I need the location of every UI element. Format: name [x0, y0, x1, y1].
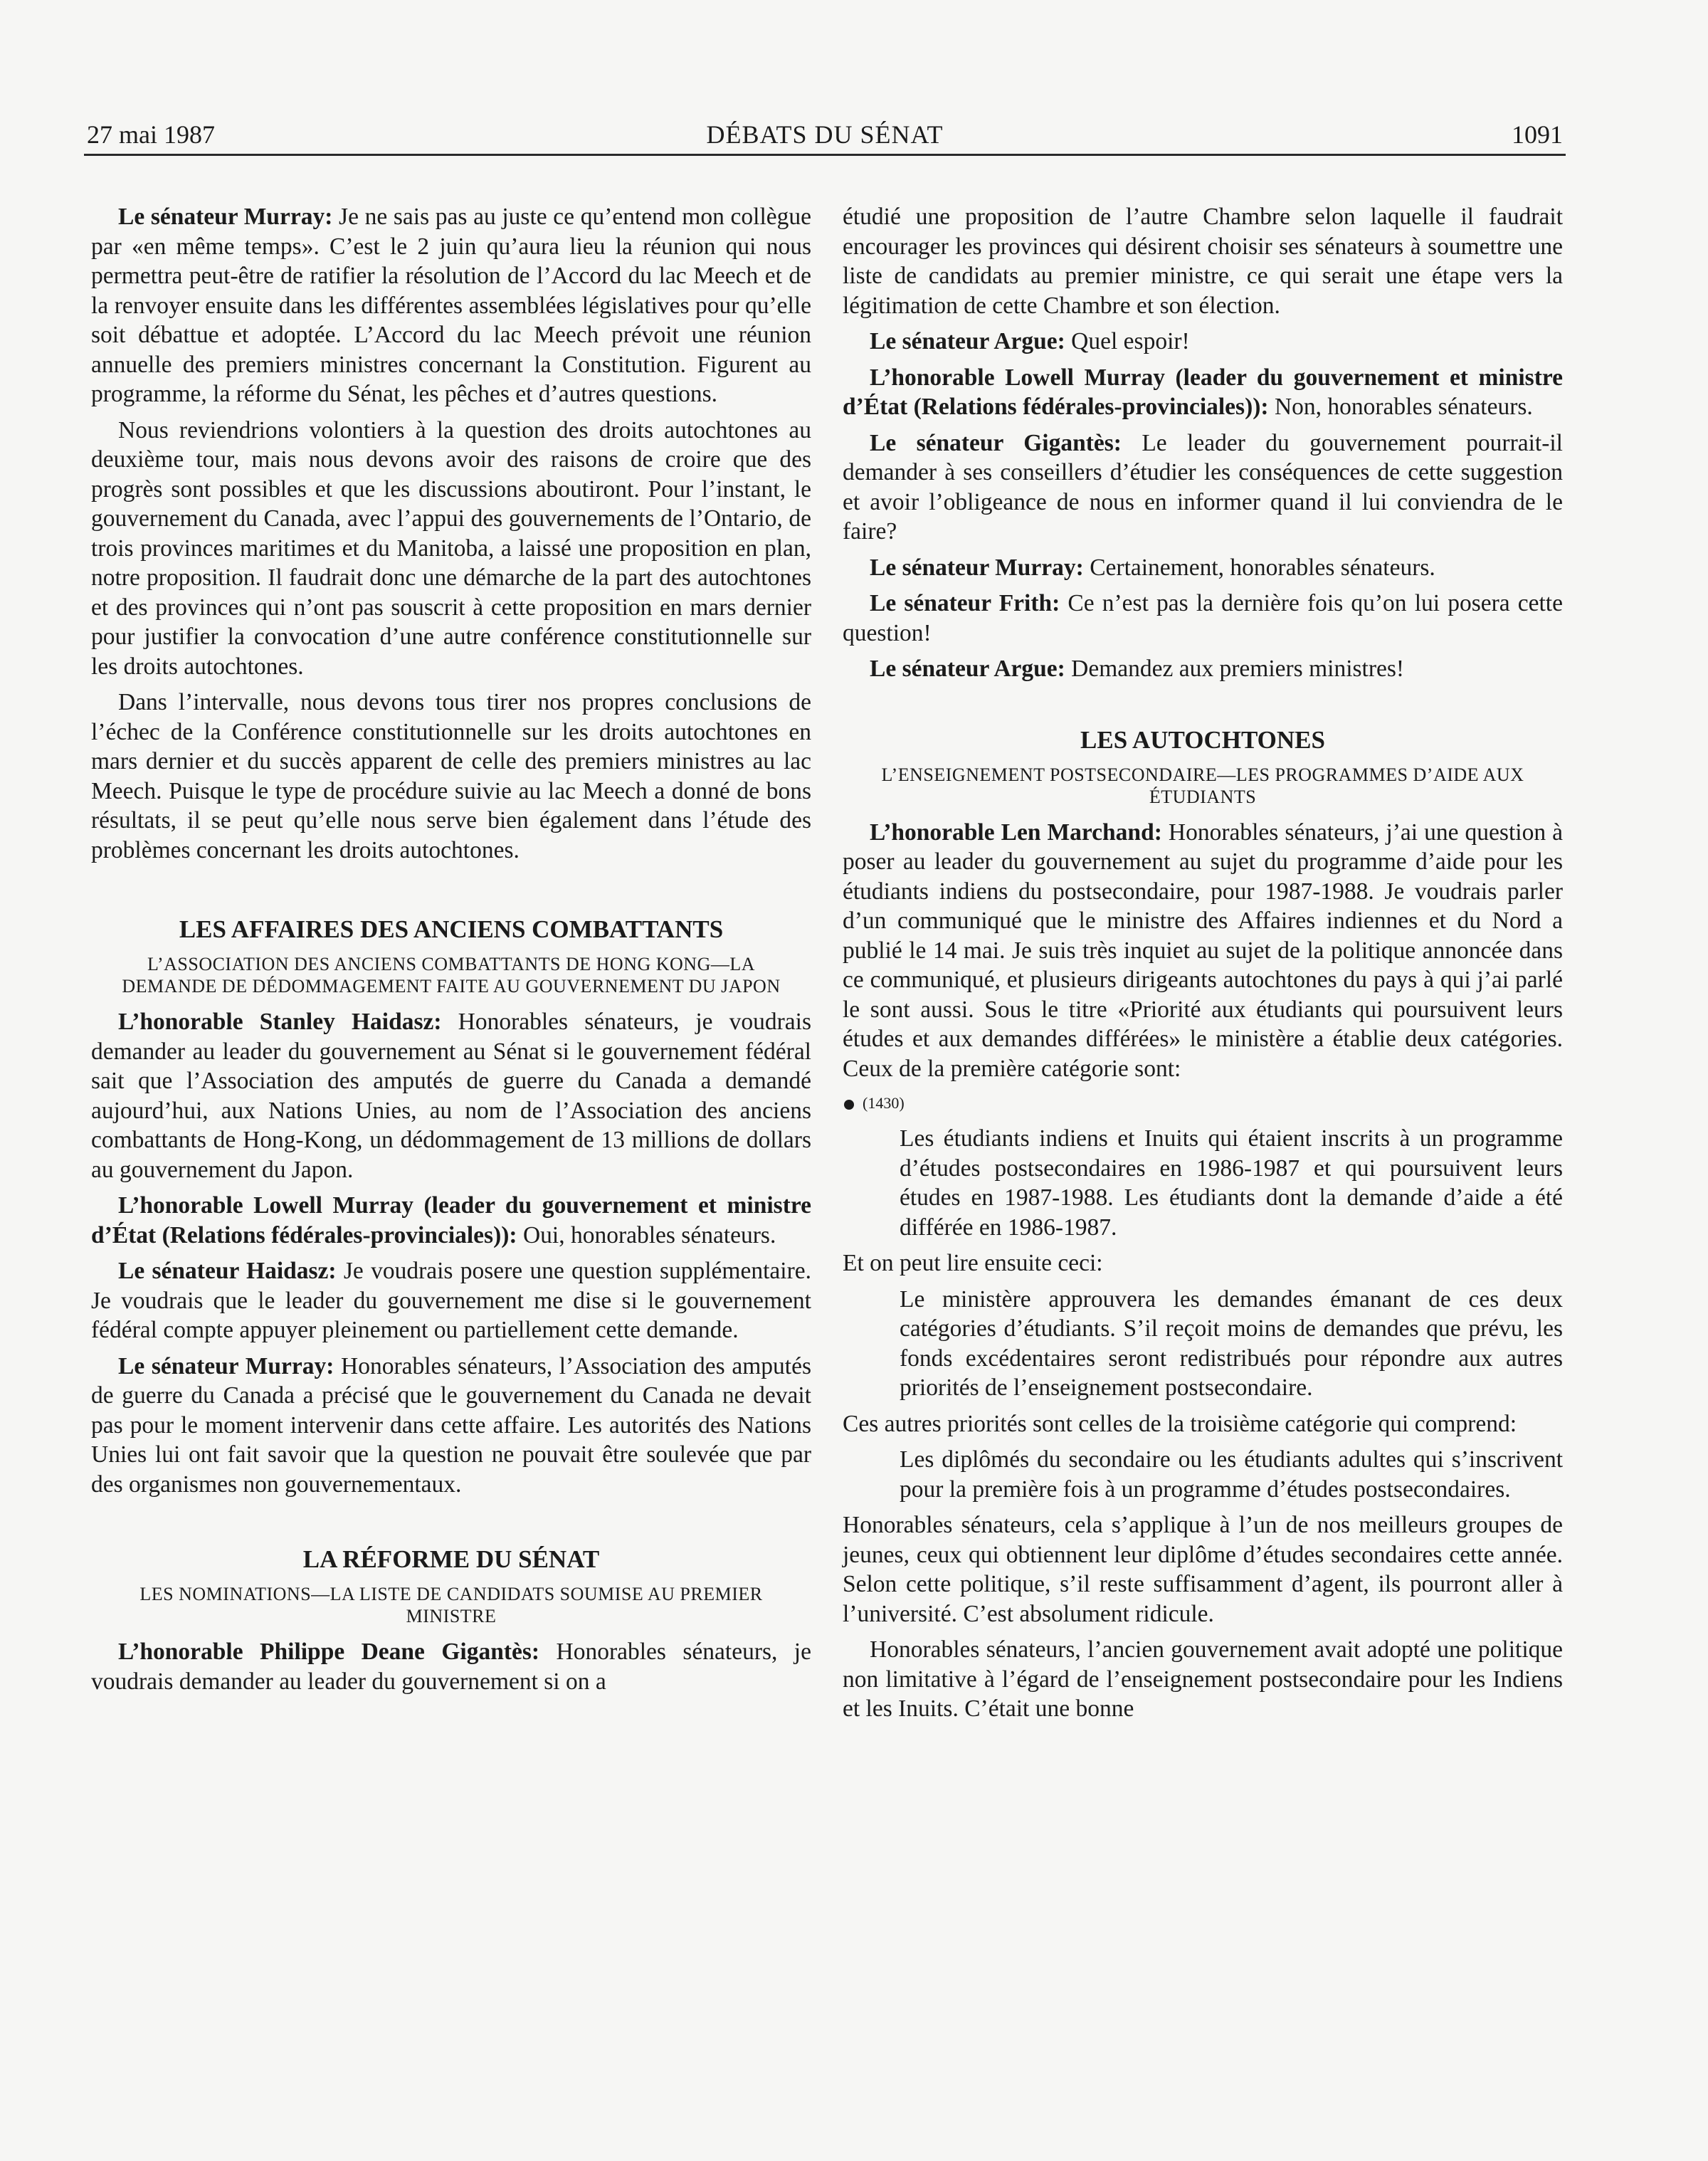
- speaker-name: Le sénateur Argue:: [870, 656, 1065, 682]
- section-title: LES AFFAIRES DES ANCIENS COMBATTANTS: [179, 915, 724, 943]
- paragraph: Ces autres priorités sont celles de la troisième catégorie qui comprend:: [843, 1410, 1517, 1437]
- paragraph: Honorables sénateurs, cela s’applique à l’un de nos meilleurs groupes de jeunes, ceux qui obtiennent leur diplôme d’études secondaires cette année. Selon cette politique, s’il reste suffisamment d’agent, ils pourront aller à l’université. C’est absolument ridicule.: [843, 1512, 1563, 1627]
- paragraph: Nous reviendrions volontiers à la question des droits autochtones au deuxième tour, mais nous devons avoir des raisons de croire que des progrès sont possibles et que les discussions aboutiront. Pour l’instant, le gouvernement du Canada, avec l’appui des gouvernements de l’Ontario, de trois provinces maritimes et du Manitoba, a laissé une proposition en plan, notre proposition. Il faudrait donc une démarche de la part des autochtones et des provinces qui n’ont pas souscrit à cette proposition en mars dernier pour justifier la convocation d’une autre conférence constitutionnelle sur les droits autochtones.: [91, 416, 811, 680]
- paragraph: [843, 589, 1563, 648]
- speaker-name: Le sénateur Murray:: [118, 1352, 334, 1379]
- section-subheading: L’ENSEIGNEMENT POSTSECONDAIRE—LES PROGRAMMES D’AIDE AUX ÉTUDIANTS: [881, 764, 1524, 807]
- paragraph: Honorables sénateurs, l’ancien gouvernement avait adopté une politique non limitative à l’égard de l’enseignement postsecondaire pour les Indiens et les Inuits. C’était une bonne: [843, 1636, 1563, 1722]
- time-marker-label: (1430): [863, 1094, 905, 1112]
- speech-text: Honorables sénateurs, l’Association des amputés de guerre du Canada a précisé que le gouvernement du Canada ne devait pas pour le moment intervenir dans cette affaire. Les autorités des Nations Unies lui ont fait savoir que la question ne pouvait être soulevée que par des organismes non gouvernementaux.: [91, 1352, 811, 1498]
- paragraph: [91, 1256, 811, 1345]
- header-title: DÉBATS DU SÉNAT: [706, 120, 944, 149]
- speaker-name: Le sénateur Frith:: [870, 590, 1060, 616]
- paragraph: étudié une proposition de l’autre Chambre selon laquelle il faudrait encourager les provinces qui désirent choisir ses sénateurs à soumettre une liste de candidats au premier ministre, ce qui serait une étape vers la légitimation de cette Chambre et son élection.: [843, 204, 1563, 319]
- speech-text: Certainement, honorables sénateurs.: [1083, 554, 1435, 581]
- paragraph: [91, 202, 811, 409]
- section-subheading: LES NOMINATIONS—LA LISTE DE CANDIDATS SOUMISE AU PREMIER MINISTRE: [139, 1584, 763, 1626]
- section-subheading: L’ASSOCIATION DES ANCIENS COMBATTANTS DE HONG KONG—LA DEMANDE DE DÉDOMMAGEMENT FAITE AU GOUVERNEMENT DU JAPON: [122, 954, 781, 997]
- speaker-name: Le sénateur Argue:: [870, 328, 1065, 354]
- speech-text: Honorables sénateurs, je voudrais demander au leader du gouvernement si on a: [91, 1639, 811, 1695]
- paragraph: [91, 1191, 811, 1250]
- section-title: LA RÉFORME DU SÉNAT: [302, 1545, 600, 1573]
- paragraph: [843, 363, 1563, 422]
- speaker-name: Le sénateur Murray:: [118, 204, 333, 230]
- speech-text: Honorables sénateurs, je voudrais demander au leader du gouvernement au Sénat si le gouvernement fédéral sait que l’Association des amputés de guerre du Canada a demandé aujourd’hui, aux Nations Unies, au nom de l’Association des anciens combattants de Hong-Kong, un dédommagement de 13 millions de dollars au gouvernement du Japon.: [91, 1009, 811, 1183]
- speaker-name: Le sénateur Murray:: [870, 554, 1084, 581]
- speech-text: Demandez aux premiers ministres!: [1065, 656, 1405, 682]
- speech-text: Ce n’est pas la dernière fois qu’on lui posera cette question!: [843, 590, 1563, 646]
- paragraph: Dans l’intervalle, nous devons tous tirer nos propres conclusions de l’échec de la Conférence constitutionnelle sur les droits autochtones en mars dernier et du succès apparent de celle des premiers ministres au lac Meech. Puisque le type de procédure suivie au lac Meech a donné de bons résultats, il se peut qu’elle nous serve bien également dans l’étude des problèmes concernant les droits autochtones.: [91, 689, 811, 863]
- speaker-name: L’honorable Stanley Haidasz:: [118, 1009, 442, 1035]
- paragraph: [843, 327, 1563, 357]
- right-column: [843, 202, 1563, 1730]
- paragraph: [843, 553, 1563, 583]
- speech-text: Je voudrais posere une question supplémentaire. Je voudrais que le leader du gouvernement me dise si le gouvernement fédéral compte appuyer pleinement ou partiellement cette demande.: [91, 1258, 811, 1343]
- speaker-name: L’honorable Lowell Murray (leader du gouvernement et ministre d’État (Relations fédérales-provinciales)):: [843, 364, 1563, 420]
- speech-text: Quel espoir!: [1065, 328, 1190, 354]
- time-marker: [844, 1090, 1563, 1117]
- paragraph: [843, 428, 1563, 547]
- paragraph: [91, 1637, 811, 1696]
- paragraph: [843, 818, 1563, 1084]
- paragraph: [843, 654, 1563, 684]
- paragraph: [91, 1352, 811, 1500]
- speech-text: Le leader du gouvernement pourrait-il demander à ses conseillers d’étudier les conséquences de cette suggestion et avoir l’obligeance de nous en informer quand il lui conviendra de le faire?: [843, 429, 1563, 545]
- speech-text: Oui, honorables sénateurs.: [517, 1221, 776, 1248]
- section-title: LES AUTOCHTONES: [1080, 725, 1325, 754]
- block-quote: Les diplômés du secondaire ou les étudiants adultes qui s’inscrivent pour la première fois à un programme d’études postsecondaires.: [900, 1446, 1563, 1503]
- bullet-icon: [844, 1100, 854, 1110]
- speaker-name: L’honorable Philippe Deane Gigantès:: [118, 1639, 540, 1665]
- speech-text: Honorables sénateurs, j’ai une question à poser au leader du gouvernement au sujet du programme d’aide pour les étudiants indiens du postsecondaire, pour 1987-1988. Je voudrais parler d’un communiqué que le ministre des Affaires indiennes et du Nord a publié le 14 mai. Je suis très inquiet au sujet de la politique annoncée dans ce communiqué, et plusieurs dirigeants autochtones du pays à qui j’ai parlé le sont aussi. Sous le titre «Priorité aux étudiants qui poursuivent leurs études et aux demandes différées» le ministère a établie deux catégories. Ceux de la première catégorie sont:: [843, 819, 1563, 1082]
- paragraph: [91, 1007, 811, 1184]
- block-quote: Le ministère approuvera les demandes émanant de ces deux catégories d’étudiants. S’il reçoit moins de demandes que prévu, les fonds excédentaires seront redistribués pour répondre aux autres priorités de l’enseignement postsecondaire.: [900, 1285, 1563, 1401]
- block-quote: Les étudiants indiens et Inuits qui étaient inscrits à un programme d’études postsecondaires en 1986-1987 et qui poursuivent leurs études en 1987-1988. Les étudiants dont la demande d’aide a été différée en 1986-1987.: [900, 1125, 1563, 1241]
- speaker-name: L’honorable Lowell Murray (leader du gouvernement et ministre d’État (Relations fédérales-provinciales)):: [91, 1192, 811, 1248]
- page-header: [84, 118, 1566, 156]
- paragraph: Et on peut lire ensuite ceci:: [843, 1250, 1103, 1276]
- speech-text: Je ne sais pas au juste ce qu’entend mon collègue par «en même temps». C’est le 2 juin qu’aura lieu la réunion qui nous permettra peut-être de ratifier la résolution de l’Accord du lac Meech et de la renvoyer ensuite dans les différentes assemblées législatives pour qu’elle soit débattue et adoptée. L’Accord du lac Meech prévoit une réunion annuelle des premiers ministres concernant la Constitution. Figurent au programme, la réforme du Sénat, les pêches et d’autres questions.: [91, 204, 811, 407]
- speaker-name: L’honorable Len Marchand:: [870, 819, 1162, 846]
- header-date: 27 mai 1987: [87, 120, 215, 149]
- speaker-name: Le sénateur Haidasz:: [118, 1258, 337, 1284]
- page-number: 1091: [1512, 120, 1563, 149]
- left-column: [91, 202, 811, 1703]
- speech-text: Non, honorables sénateurs.: [1268, 394, 1533, 420]
- speaker-name: Le sénateur Gigantès:: [870, 429, 1122, 456]
